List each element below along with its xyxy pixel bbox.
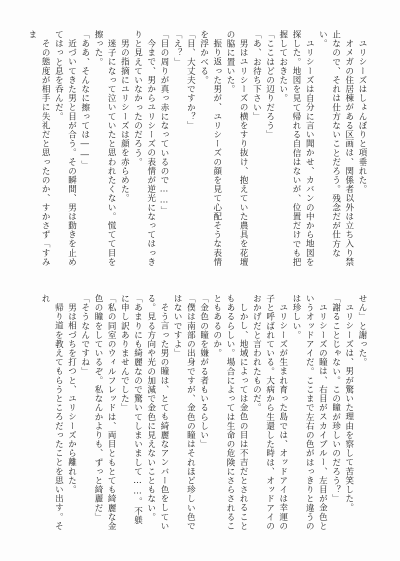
dialogue-line: 「ここはどの辺りだろう」 (264, 30, 275, 140)
dialogue-line: 「あまりにも綺麗なので驚いてしまいまして……。不躾に申し訳ありませんでした」 (119, 294, 143, 525)
paragraph: しかし、地域によっては金色の目は不吉だとされることもあるらしい。場合によっては生命の危険にさらされることもあるのか。 (211, 294, 249, 531)
paragraph: その態度が相手に失礼だと思ったのか、すかさず「すみま (26, 30, 51, 266)
text-column-top (28, 30, 368, 268)
paragraph: 近づいてきた男と目が合う。その瞬間、男は動きを止めてはっと息を呑んだ。 (53, 30, 77, 266)
dialogue-line: 「目、大丈夫ですか？」 (185, 30, 196, 131)
paragraph: ユリシーズの瞳は、右目がスカイブルー、左目が金色というオッドアイだ。ここまで左右の色がはっきりと違うのは珍しい。 (290, 294, 328, 531)
dialogue-line: 「あ、お待ち下さい」 (251, 30, 262, 121)
paragraph: 男は相づちを打つと、ユリシーズから離れた。 (66, 302, 77, 494)
text-column-bottom (28, 294, 368, 532)
dialogue-line: 「ああ、そんなに擦っては――」 (79, 30, 90, 170)
paragraph: ユリシーズは、男が驚いた理由を察して苦笑した。 (343, 302, 354, 512)
dialogue-line: 「私の同室のウィルフレッドは、両目ともとても綺麗な金色の瞳をしているぞ。私なんかよりも、ずっと綺麗だ」 (92, 294, 117, 531)
paragraph: ユリシーズはしょんぼりと項垂れた。 (357, 38, 367, 194)
dialogue-line: 「謝ることじゃない。この瞳が珍しいのだろう？」 (330, 294, 341, 504)
paragraph: 振り返った男が、ユリシーズの顔を見て心配そうな表情を浮かべる。 (198, 30, 222, 266)
dialogue-line: 「目の周りが真っ赤になっているので……」 (158, 30, 169, 215)
dialogue-line: 「え？」 (172, 30, 183, 67)
paragraph: 男の指摘にユリシーズは顔を赤らめた。 (119, 38, 130, 203)
paragraph: 迷子になって泣いていたと思われたくない。慌てて目を擦った。 (92, 30, 117, 266)
dialogue-line: 「金色の瞳を嫌がる者もいるらしい」 (198, 294, 209, 449)
paragraph: そう言った男の瞳は、とても綺麗なアンバー色をしている。見る方向や光の加減で金色に見えないこともない。 (145, 294, 169, 530)
paragraph: ユリシーズは自分に言い聞かせ、カバンの中から地図を探した。地図を見て帰れる自信はないが、位置だけでも把握しておきたい。 (277, 30, 315, 267)
paragraph: せん」と謝った。 (357, 294, 367, 367)
paragraph: オメガの住居棟がある区画は、関係者以外は立ち入り禁止なので、それは仕方ないことだろう。残念だが仕方ない。 (317, 30, 354, 266)
dialogue-line: 「僕は南部の出身ですが、金色の瞳はそれほど珍しい色ではないですよ」 (172, 294, 196, 531)
paragraph: ユリシーズが生まれ育った島では、オッドアイは幸運の子と呼ばれている。大病から生還した時は、オッドアイのおかげだと言われたものだ。 (251, 294, 288, 531)
paragraph: 男はユリシーズの横をすり抜け、抱えていた農具を花壇の脇に置いた。 (224, 30, 249, 266)
dialogue-line: 「そうなんですね」 (79, 294, 90, 376)
paragraph: 今まで、男からユリシーズの表情が逆光になってはっきりと見えていなかったのだろう。 (132, 30, 156, 266)
paragraph: 帰り道を教えてもらうところだったことを思い出す。それ (40, 294, 64, 530)
